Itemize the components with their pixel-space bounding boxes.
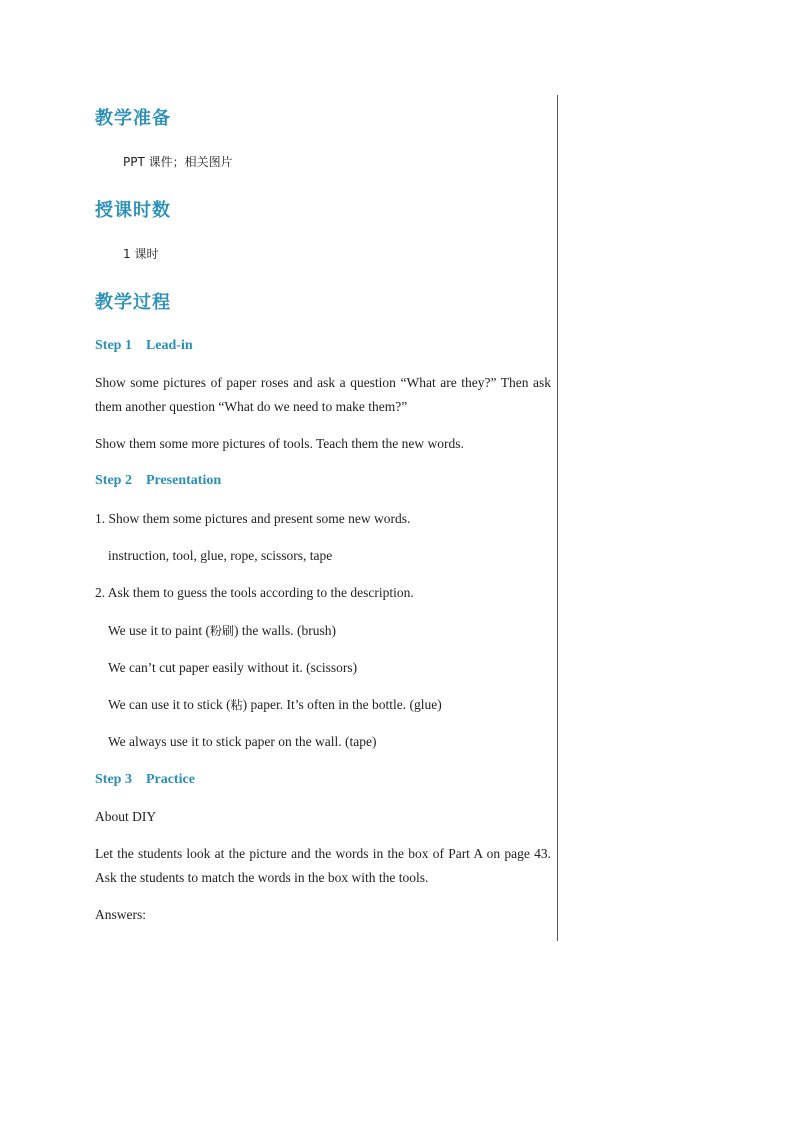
heading-teaching-process: 教学过程 [95, 292, 171, 313]
answers-label: Answers: [95, 907, 146, 922]
step-2-number: Step 2 [95, 473, 132, 488]
page-margin-rule [557, 95, 558, 941]
class-hours-text: 1 课时 [123, 247, 159, 261]
step-3-number: Step 3 [95, 772, 132, 787]
description-brush [108, 619, 564, 643]
step-1-title: Lead-in [145, 338, 193, 353]
step-3-title: Practice [145, 772, 195, 787]
description-glue [108, 693, 564, 717]
step-3-heading [95, 772, 195, 788]
lead-in-paragraph: Show some pictures of paper roses and ask a question “What are they?” Then ask them another question “What do we need to make them?” [95, 375, 551, 414]
description-glue-end: ) paper. It’s often in the bottle. (glue) [242, 697, 442, 712]
presentation-item-2: 2. Ask them to guess the tools according to the description. [95, 585, 414, 600]
heading-teaching-preparation: 教学准备 [95, 108, 171, 129]
description-brush-start: We use it to paint ( [108, 623, 211, 638]
description-brush-chinese: 粉刷 [210, 624, 235, 638]
presentation-item-1: 1. Show them some pictures and present some new words. [95, 511, 411, 526]
new-words-list: instruction, tool, glue, rope, scissors, tape [108, 548, 333, 563]
description-tape: We always use it to stick paper on the wall. (tape) [108, 734, 377, 749]
step-2-title: Presentation [145, 473, 222, 488]
description-scissors: We can’t cut paper easily without it. (scissors) [108, 660, 358, 675]
matching-instruction: Let the students look at the picture and the words in the box of Part A on page 43. Ask the students to match the words in the box with the tools. [95, 846, 551, 885]
preparation-text: PPT 课件；相关图片 [123, 155, 233, 169]
description-brush-end: ) the walls. (brush) [234, 623, 337, 638]
about-diy-text: About DIY [95, 809, 157, 824]
tools-paragraph: Show them some more pictures of tools. Teach them the new words. [95, 436, 464, 451]
heading-class-hours: 授课时数 [95, 200, 171, 221]
step-1-number: Step 1 [95, 338, 132, 353]
description-glue-start: We can use it to stick ( [108, 697, 231, 712]
description-glue-chinese: 粘 [230, 698, 243, 712]
step-1-heading [95, 338, 193, 354]
step-2-heading [95, 473, 221, 489]
